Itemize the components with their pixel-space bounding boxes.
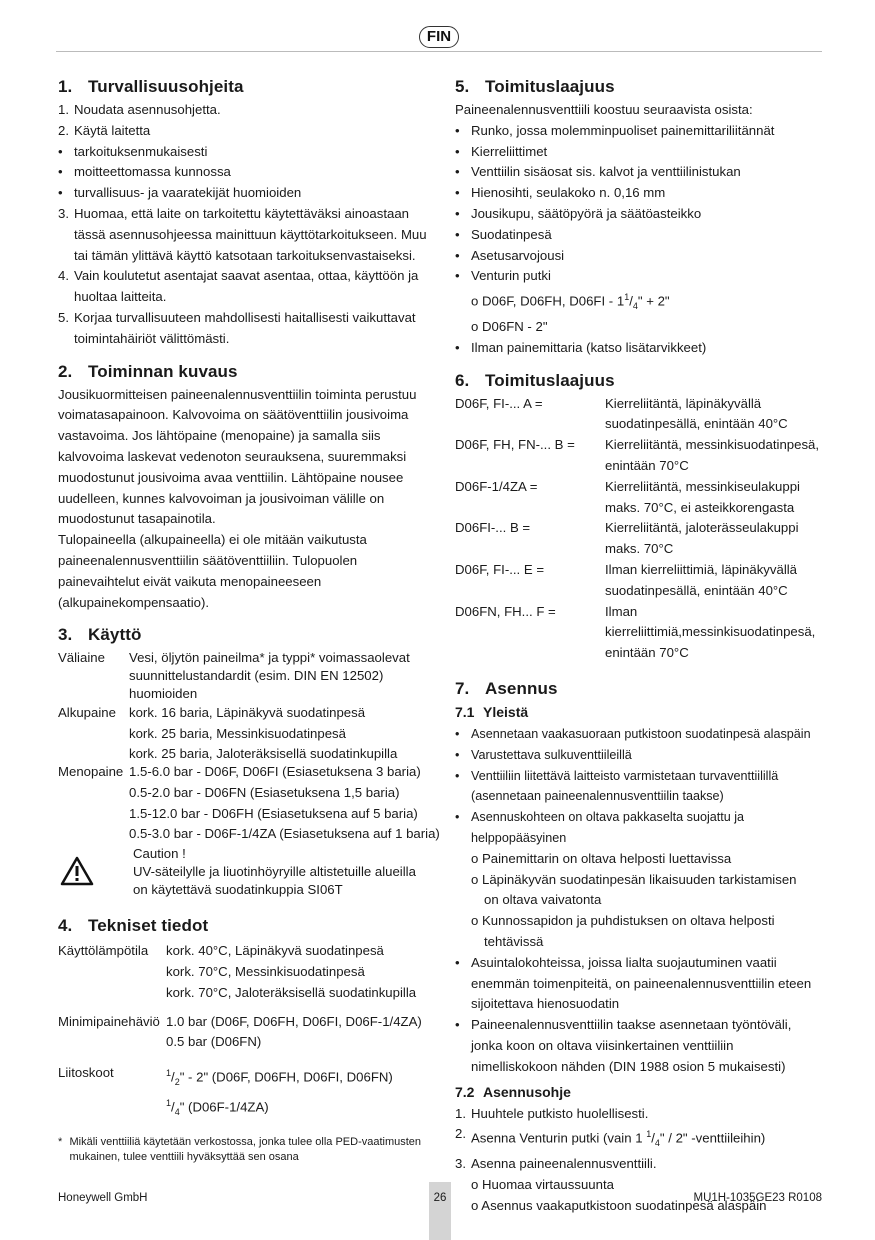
list-item: • Hienosihti, seulakoko n. 0,16 mm	[455, 183, 823, 204]
usage-row	[58, 703, 442, 762]
list-item: 3. Huomaa, että laite on tarkoitettu käytettäväksi ainoastaan tässä asennusohjeessa mainittuun käyttötarkoitukseen. Muu tai tämän ylittävä käyttö katsotaan tarkoituksenvastaiseksi.	[58, 205, 427, 263]
list-item: • moitteettomassa kunnossa	[58, 162, 442, 183]
section-title: 4. Tekniset tiedot	[58, 916, 209, 936]
list-item: 3. Asenna paineenalennusventtiili.	[455, 1156, 657, 1172]
section-title: 6. Toimituslaajuus	[455, 370, 615, 390]
intro: Paineenalennusventtiili koostuu seuraavista osista:	[455, 102, 753, 117]
list-item: • Asennuskohteen on oltava pakkaselta suojattu ja helppopääsyinen	[455, 807, 823, 849]
section-title: 5. Toimituslaajuus	[455, 77, 615, 96]
section-install	[455, 678, 823, 1217]
safety-list-cont	[58, 204, 442, 350]
variant-row: D06F, FI-... E = Ilman kierreliittimiä, läpinäkyvällä suodatinpesällä, enintään 40°C	[455, 561, 798, 598]
list-item: • Suodatinpesä	[455, 225, 823, 246]
company-name: Honeywell GmbH	[58, 1192, 148, 1204]
paragraph: Tulopaineella (alkupaineella) ei ole mitään vaikutusta paineenalennusventtiilin säätöventtiiliin. Tulopuolen painevaihtelut eivät vaikuta menopaineeseen (alkupainekompensaatio).	[58, 532, 367, 610]
label: Menopaine	[58, 763, 124, 779]
safety-list	[58, 100, 442, 142]
list-item: • Runko, jossa molemminpuoliset painemittariliitännät	[455, 121, 823, 142]
value: 1.0 bar (D06F, D06FH, D06FI, D06F-1/4ZA) 0.5 bar (D06FN)	[166, 1013, 422, 1050]
venturi-options: o D06F, D06FH, $D06FI - 1^1/_4$" + 2" o D06FN - 2"	[471, 292, 670, 334]
variant-row: D06FI-... B = Kierreliitäntä, jaloterässeulakuppi maks. 70°C	[455, 520, 799, 557]
value: 1.5-6.0 bar - D06F, D06FI (Esiasetuksena 3 baria) 0.5-2.0 bar - D06FN (Esiasetuksena 1,5 baria) 1.5-12.0 bar - D06FH (Esiasetuksena auf 5 baria) 0.5-3.0 bar - D06F-1/4ZA (Esiasetuksena auf 1 baria)	[129, 763, 440, 842]
list-item: • Venturin putki	[455, 266, 823, 287]
usage-row	[58, 762, 442, 845]
list-item: 4. Vain koulutetut asentajat saavat asentaa, ottaa, käyttöön ja huoltaa laitteita.	[58, 268, 419, 305]
section-title: 1. Turvallisuusohjeita	[58, 77, 244, 96]
list-item: • Asuintalokohteissa, joissa lialta suojautuminen vaatii enemmän toimenpiteitä, on paineenalennusventtiilin eteen sijoitettava hienosuodatin	[455, 953, 823, 1015]
list-item: • Venttiiliin liitettävä laitteisto varmistetaan turvaventtiilillä (asennetaan paineenalennusventtiilin taakse)	[455, 766, 823, 808]
footnote: * Mikäli venttiiliä käytetään verkostossa, jonka tulee olla PED-vaatimusten mukainen, tulee venttiili hyväksyttää sen osana	[58, 1135, 422, 1163]
install-general-list	[455, 724, 823, 849]
variant-row: D06F-1/4ZA = Kierreliitäntä, messinkiseulakuppi maks. 70°C, ei asteikkorengasta	[455, 478, 800, 515]
right-column	[455, 76, 823, 1228]
left-column	[58, 76, 442, 1176]
list-item: • Venttiilin sisäosat sis. kalvot ja venttiilinistukan	[455, 162, 823, 183]
label: Minimipainehäviö	[58, 1013, 160, 1029]
list-item: 1. Noudata asennusohjetta.	[58, 102, 221, 117]
paragraph: Jousikuormitteisen paineenalennusventtiilin toiminta perustuu voimatasapainoon. Kalvovoima on säätöventtiilin jousivoima vastavoima. Jos lähtöpaine (menopaine) ja samalla siis kalvovoima laskevat vedenoton seurauksena, suuremmaksi muodostunut jousivoima avaa venttiilin. Lähtöpaine nousee uudelleen, kunnes kalvovoiman ja jousivoiman välille on muodostunut tasapainotila.	[58, 386, 417, 527]
list-item: 1. Huuhtele putkisto huolellisesti.	[455, 1105, 649, 1121]
section-variants	[455, 370, 823, 664]
variant-row: D06F, FH, FN-... B = Kierreliitäntä, messinkisuodatinpesä, enintään 70°C	[455, 437, 820, 473]
section-function	[58, 361, 442, 614]
list-item: • Asetusarvojousi	[455, 246, 823, 267]
tech-row	[58, 1063, 442, 1123]
install-step-notes: o Huomaa virtaussuunta o Asennus vaakaputkistoon suodatinpesä alaspäin	[471, 1176, 767, 1213]
language-badge: FIN	[419, 26, 459, 48]
list-item: • Kierreliittimet	[455, 142, 823, 163]
list-item: • Varustettava sulkuventtiileillä	[455, 745, 823, 766]
list-item: 2. Asenna Venturin putki (vain 1 $^1/_4$" / 2" -venttiileihin)	[455, 1126, 766, 1149]
label: Liitoskoot	[58, 1065, 114, 1081]
header-rule	[56, 51, 822, 52]
safety-bullets	[58, 142, 442, 204]
list-item: • tarkoituksenmukaisesti	[58, 142, 442, 163]
section-title: 2. Toiminnan kuvaus	[58, 361, 238, 381]
list-item: • Paineenalennusventtiilin taakse asennetaan työntöväli, jonka koon on oltava viisinkertainen venttiiliin nimelliskokoon nähden (DIN 1988 osion 5 mukaisesti)	[455, 1015, 823, 1077]
section-title: 7. Asennus	[455, 678, 558, 698]
section-tech	[58, 915, 442, 1165]
scope-list	[455, 121, 823, 287]
variant-row: D06F, FI-... A = Kierreliitäntä, läpinäkyvällä suodatinpesällä, enintään 40°C	[455, 395, 788, 432]
label: Väliaine	[58, 650, 105, 666]
tech-row	[58, 1012, 442, 1054]
caution-text: Caution ! UV-säteilylle ja liuotinhöyryille altistetuille alueilla on käytettävä suodatinkuppia SI06T	[133, 846, 416, 898]
list-item: 5. Korjaa turvallisuuteen mahdollisesti haitallisesti vaikuttavat toimintahäiriöt välittömästi.	[58, 309, 416, 346]
value: $^1/_2$" - 2" (D06F, D06FH, D06FI, D06FN) $^1/_4$" (D06F-1/4ZA)	[166, 1068, 393, 1117]
list-item: • Jousikupu, säätöpyörä ja säätöasteikko	[455, 204, 823, 225]
page-number: 26	[429, 1182, 451, 1240]
warning-icon	[58, 852, 133, 892]
section-safety	[58, 76, 442, 350]
section-scope	[455, 76, 823, 359]
install-sublist: o Painemittarin on oltava helposti luettavissa o Läpinäkyvän suodatinpesän likaisuuden tarkistamisen on oltava vaivatonta o Kunnossapidon ja puhdistuksen on oltava helposti tehtävissä	[471, 850, 797, 949]
list-item: • Asennetaan vaakasuoraan putkistoon suodatinpesä alaspäin	[455, 724, 823, 745]
section-title: 3. Käyttö	[58, 625, 142, 645]
caution-block	[58, 845, 442, 899]
variant-row: D06FN, FH... F = Ilman kierreliittimiä,messinkisuodatinpesä, enintään 70°C	[455, 603, 816, 661]
usage-row	[58, 648, 442, 703]
install-steps	[455, 1104, 823, 1175]
list-item: 2. Käytä laitetta	[58, 122, 151, 138]
subsection-title: 7.2 Asennusohje	[455, 1083, 571, 1100]
tech-row	[58, 941, 442, 1003]
subsection-title: 7.1 Yleistä	[455, 703, 529, 720]
label: Käyttölämpötila	[58, 943, 149, 959]
install-general-list-cont	[455, 953, 823, 1078]
page-footer	[0, 1182, 875, 1240]
value: kork. 40°C, Läpinäkyvä suodatinpesä kork. 70°C, Messinkisuodatinpesä kork. 70°C, Jaloteräksisellä suodatinkupilla	[166, 943, 417, 1000]
value: Vesi, öljytön paineilma* ja typpi* voimassaolevat suunnittelustandardit (esim. DIN EN 12502) huomioiden	[129, 650, 410, 702]
label: Alkupaine	[58, 705, 116, 721]
scope-list-end	[455, 338, 823, 359]
document-reference: MU1H-1035GE23 R0108	[693, 1192, 822, 1204]
list-item: • Ilman painemittaria (katso lisätarvikkeet)	[455, 338, 823, 359]
section-usage	[58, 624, 442, 899]
list-item: • turvallisuus- ja vaaratekijät huomioiden	[58, 183, 442, 204]
value: kork. 16 baria, Läpinäkyvä suodatinpesä kork. 25 baria, Messinkisuodatinpesä kork. 25 baria, Jaloteräksisellä suodatinkupilla	[129, 705, 398, 761]
